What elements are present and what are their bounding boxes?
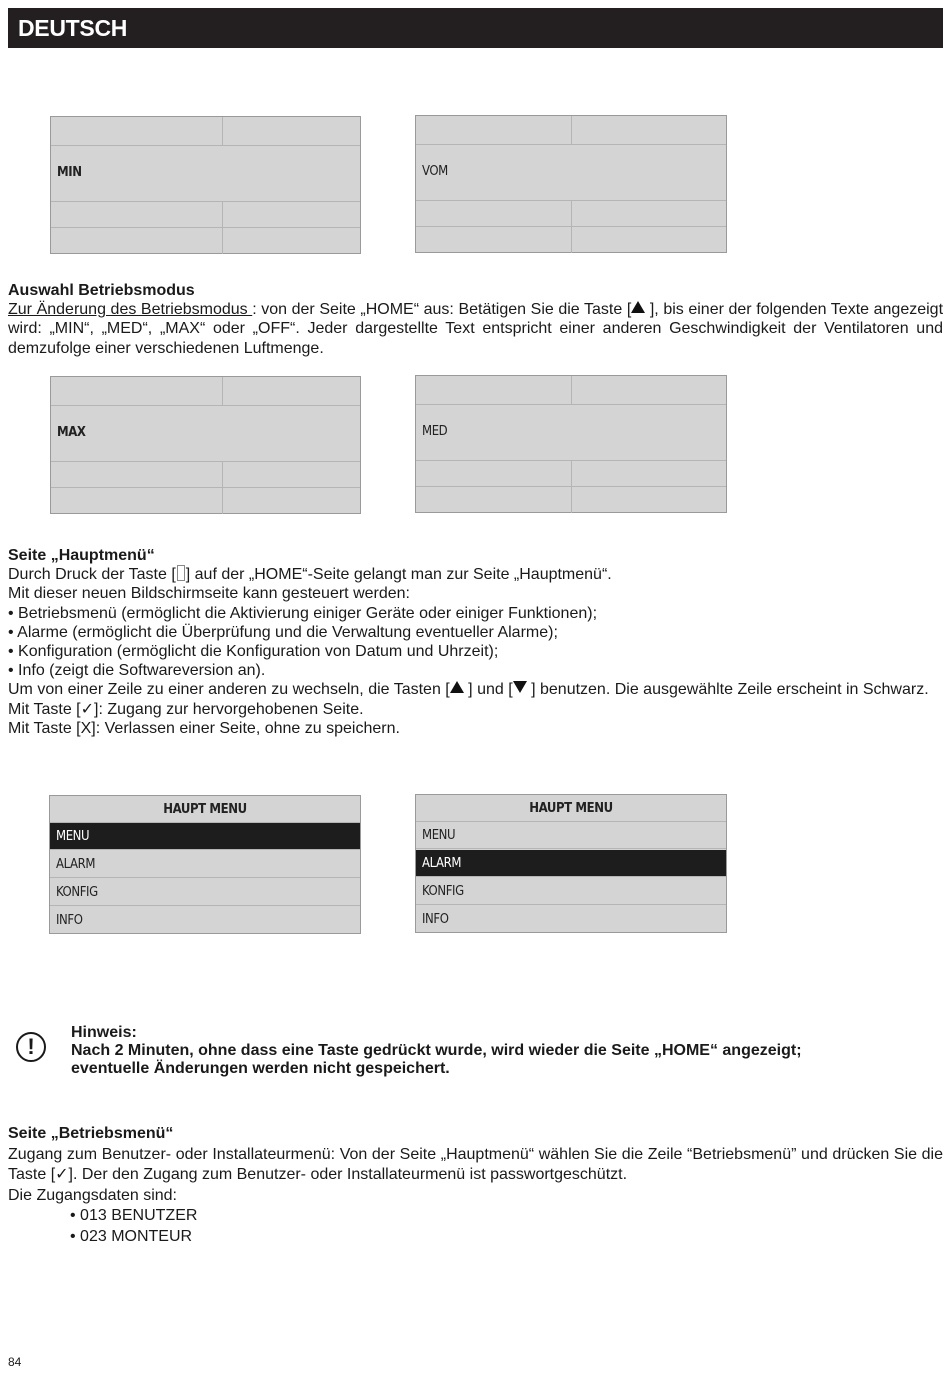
mode-selection-section xyxy=(8,281,943,358)
main-menu-nav-a: Um von einer Zeile zu einer anderen zu wechseln, die Tasten [ xyxy=(8,681,450,699)
menu-item-konfig[interactable]: KONFIG xyxy=(50,879,360,906)
lcd-screen-max xyxy=(50,376,361,514)
main-menu-heading: Seite „Hauptmenü“ xyxy=(8,547,155,564)
main-menu-nav-b: ] und [ xyxy=(463,681,513,699)
menu-item-konfig[interactable]: KONFIG xyxy=(416,878,726,905)
note-title: Hinweis: xyxy=(71,1024,137,1041)
lcd-screen-min xyxy=(50,116,361,254)
lcd-row xyxy=(416,226,726,253)
credential-item: • 023 MONTEUR xyxy=(70,1227,193,1245)
lcd-row xyxy=(416,200,726,227)
main-menu-nav-text xyxy=(8,680,943,699)
operating-menu-heading: Seite „Betriebsmenü“ xyxy=(8,1125,174,1142)
credential-item: • 013 BENUTZER xyxy=(70,1207,198,1224)
lcd-row xyxy=(416,404,726,461)
lcd-screen-med xyxy=(415,375,727,513)
lcd-row xyxy=(51,461,360,488)
main-menu-title: HAUPT MENU xyxy=(50,796,360,823)
language-header-title: DEUTSCH xyxy=(18,15,128,41)
mode-selection-text xyxy=(8,300,943,358)
mode-selection-text-2: ], bis einer der folgenden Texte angezeigt wird: „MIN“, „MED“, „MAX“ oder „OFF“. Jeder dargestellte Text entspricht einer anderen Geschwindigkeit der Ventilatoren und demzufolge einer verschiedenen Luftmenge. xyxy=(8,301,944,357)
main-menu-bullet: • Betriebsmenü (ermöglicht die Aktivierung einiger Geräte oder einiger Funktionen); xyxy=(8,604,598,622)
main-menu-nav-c: ] benutzen. Die ausgewählte Zeile erscheint in Schwarz. xyxy=(526,681,929,699)
menu-item-info[interactable]: INFO xyxy=(56,913,83,928)
lcd-mode-label: MIN xyxy=(57,165,82,180)
lcd-screen-vom xyxy=(415,115,727,253)
main-menu-line1 xyxy=(8,565,943,584)
mode-selection-heading: Auswahl Betriebsmodus xyxy=(8,282,195,299)
lcd-row xyxy=(416,460,726,487)
language-header-bar xyxy=(8,8,943,48)
lcd-mode-label: MAX xyxy=(57,425,86,440)
main-menu-exit: Mit Taste [X]: Verlassen einer Seite, ohne zu speichern. xyxy=(8,719,400,737)
note-line2: eventuelle Änderungen werden nicht gespeichert. xyxy=(71,1060,450,1077)
lcd-row xyxy=(416,144,726,201)
main-menu-section xyxy=(8,546,943,738)
note-block xyxy=(71,1024,931,1078)
lcd-row xyxy=(416,376,726,405)
lcd-row xyxy=(51,145,360,202)
lcd-row xyxy=(51,117,360,146)
lcd-mode-label: MED xyxy=(422,424,448,439)
main-menu-confirm: Mit Taste [✓]: Zugang zur hervorgehobenen Seite. xyxy=(8,700,364,718)
up-arrow-icon xyxy=(631,301,645,313)
up-arrow-icon xyxy=(450,681,464,693)
menu-item-alarm[interactable]: ALARM xyxy=(416,850,726,877)
main-menu-line1-a: Durch Druck der Taste [ xyxy=(8,566,176,584)
main-menu-bullet: • Info (zeigt die Softwareversion an). xyxy=(8,662,266,680)
operating-menu-section xyxy=(8,1124,943,1247)
lcd-row xyxy=(51,405,360,462)
note-line1: Nach 2 Minuten, ohne dass eine Taste gedrückt wurde, wird wieder die Seite „HOME“ angezeigt; xyxy=(71,1042,802,1059)
exclamation-icon: ! xyxy=(16,1032,46,1062)
lcd-row xyxy=(416,116,726,145)
lcd-row xyxy=(51,487,360,514)
lcd-row xyxy=(51,227,360,254)
main-menu-screen-2 xyxy=(415,794,727,933)
operating-menu-credentials-intro: Die Zugangsdaten sind: xyxy=(8,1186,177,1204)
lcd-row xyxy=(416,486,726,513)
main-menu-line2: Mit dieser neuen Bildschirmseite kann gesteuert werden: xyxy=(8,585,410,603)
main-menu-title: HAUPT MENU xyxy=(416,795,726,822)
menu-item-menu[interactable]: MENU xyxy=(50,823,360,850)
main-menu-bullet: • Konfiguration (ermöglicht die Konfiguration von Datum und Uhrzeit); xyxy=(8,643,499,661)
menu-key-icon xyxy=(177,565,185,581)
menu-item-alarm[interactable]: ALARM xyxy=(50,851,360,878)
operating-menu-text: Zugang zum Benutzer- oder Installateurmenü: Von der Seite „Hauptmenü“ wählen Sie die Zeile “Betriebsmenü” und drücken Sie die Taste [✓]. Der den Zugang zum Benutzer- oder Installateurmenü ist passwortgeschützt. xyxy=(8,1145,943,1183)
menu-item-menu[interactable]: MENU xyxy=(416,822,726,849)
page-number: 84 xyxy=(8,1355,22,1369)
lcd-mode-label: VOM xyxy=(422,164,448,179)
lcd-row xyxy=(51,377,360,406)
mode-selection-intro: Zur Änderung des Betriebsmodus xyxy=(8,301,253,319)
menu-item-info[interactable]: INFO xyxy=(422,912,449,927)
main-menu-screen-1 xyxy=(49,795,361,934)
main-menu-line1-b: ] auf der „HOME“-Seite gelangt man zur Seite „Hauptmenü“. xyxy=(185,566,612,584)
down-arrow-icon xyxy=(513,681,527,693)
main-menu-bullet: • Alarme (ermöglicht die Überprüfung und die Verwaltung eventueller Alarme); xyxy=(8,623,558,641)
mode-selection-text-1: : von der Seite „HOME“ aus: Betätigen Sie die Taste [ xyxy=(252,301,632,319)
lcd-row xyxy=(51,201,360,228)
